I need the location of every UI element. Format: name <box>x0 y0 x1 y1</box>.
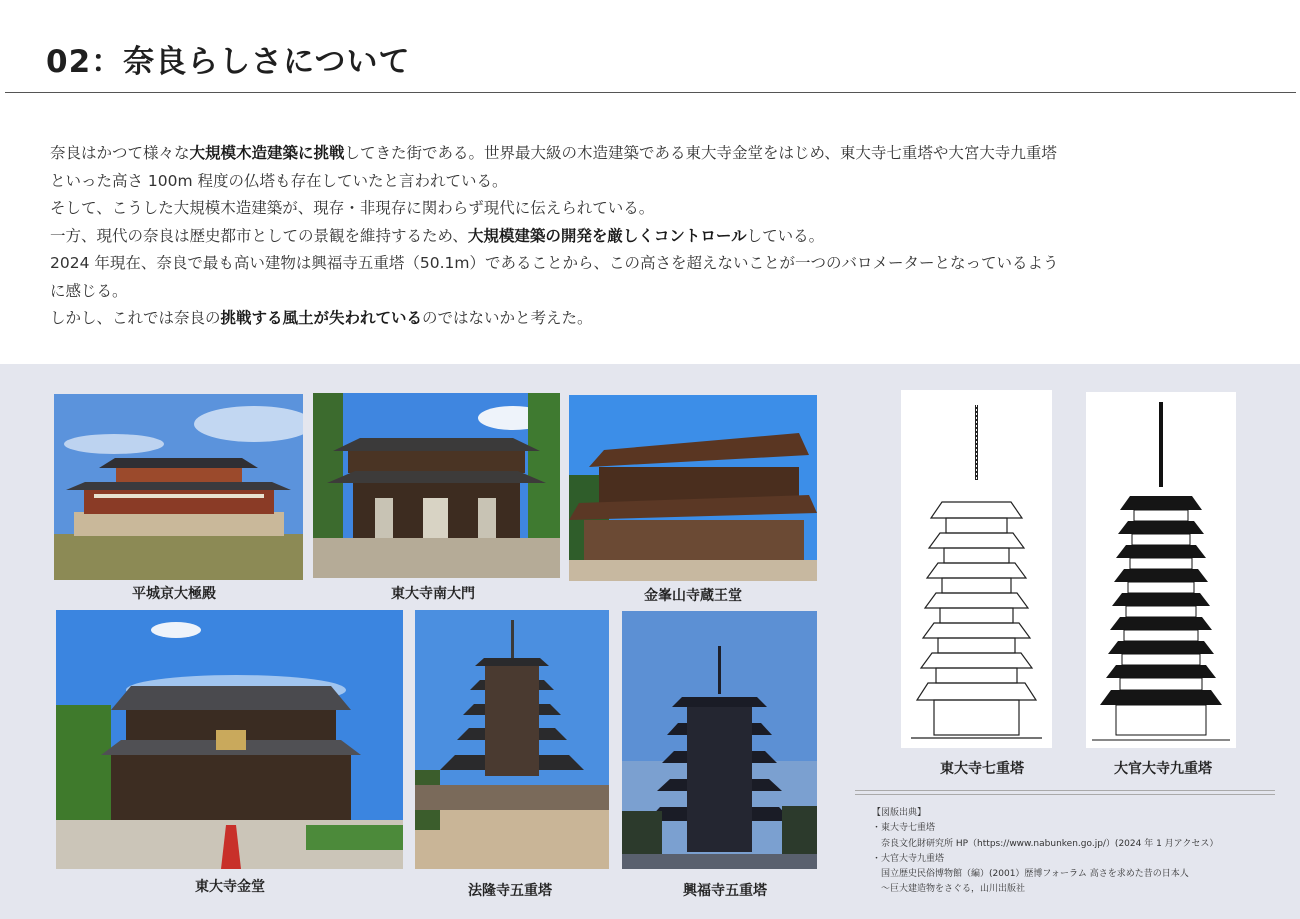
caption-kinpusenji-zaodo: 金峯山寺蔵王堂 <box>644 588 742 604</box>
photo-horyuji-goju-no-to <box>415 610 609 869</box>
body-paragraph <box>50 223 1250 251</box>
photo-todaiji-nandaimon <box>313 393 560 578</box>
body-paragraph <box>50 250 1250 278</box>
caption-horyuji-goju-no-to: 法隆寺五重塔 <box>468 883 552 899</box>
body-paragraph <box>50 195 1250 223</box>
sources-heading: 【図版出典】 <box>872 808 927 818</box>
body-paragraph <box>50 168 1250 196</box>
body-text <box>50 140 1250 333</box>
caption-todaiji-nandaimon: 東大寺南大門 <box>391 586 475 602</box>
body-paragraph <box>50 305 1250 333</box>
body-text-segment: してきた街である。世界最大級の木造建築である東大寺金堂をはじめ、東大寺七重塔や大宮大寺九重塔 <box>344 144 1057 162</box>
body-text-segment: 奈良はかつて様々な <box>50 144 190 162</box>
body-text-segment: 一方、現代の奈良は歴史都市としての景観を維持するため、 <box>50 226 468 245</box>
body-paragraph <box>50 278 1250 306</box>
caption-kofukuji-goju-no-to: 興福寺五重塔 <box>683 883 767 899</box>
body-text-segment: といった高さ 100m 程度の仏塔も存在していたと言われている。 <box>50 171 508 190</box>
body-paragraph <box>50 140 1250 168</box>
photo-kofukuji-goju-no-to <box>622 611 817 869</box>
body-text-segment: しかし、これでは奈良の <box>50 309 221 327</box>
caption-heijokyo-daigokuden: 平城京大極殿 <box>132 586 216 602</box>
image-sources <box>872 806 1272 898</box>
photo-todaiji-kondo <box>56 610 403 869</box>
body-text-segment: のではないかと考えた。 <box>422 309 593 327</box>
body-text-segment: している。 <box>746 226 825 245</box>
caption-todaiji-kondo: 東大寺金堂 <box>195 879 265 895</box>
body-text-segment: 2024 年現在、奈良で最も高い建物は興福寺五重塔（50.1m）であることから、この高さを超えないことが一つのバロメーターとなっているよう <box>50 254 1059 272</box>
source-name: ・大官大寺九重塔 <box>872 853 945 864</box>
source-line: 国立歴史民俗博物館（編）(2001）歴博フォーラム 高さを求めた昔の日本人 <box>881 869 1189 880</box>
page-title: 02：奈良らしさについて <box>46 44 411 80</box>
drawing-todaiji-shichiju-no-to <box>901 390 1052 748</box>
emphasis-text: 挑戦する風土が失われている <box>220 309 423 327</box>
caption-daikandaiji-kuju-no-to: 大官大寺九重塔 <box>1114 761 1212 777</box>
source-line: 〜巨大建造物をさぐる，山川出版社 <box>881 884 1026 895</box>
caption-todaiji-shichiju-no-to: 東大寺七重塔 <box>940 761 1024 777</box>
drawing-daikandaiji-kuju-no-to <box>1086 392 1236 748</box>
emphasis-text: 大規模木造建築に挑戦 <box>189 144 345 162</box>
body-text-segment: に感じる。 <box>50 281 128 300</box>
body-text-segment: そして、こうした大規模木造建築が、現存・非現存に関わらず現代に伝えられている。 <box>50 199 655 217</box>
photo-kinpusenji-zaodo <box>569 395 817 581</box>
photo-heijokyo-daigokuden <box>54 394 303 580</box>
source-name: ・東大寺七重塔 <box>872 823 936 834</box>
title-divider <box>5 92 1296 93</box>
sources-divider <box>855 790 1275 795</box>
source-line: 奈良文化財研究所 HP（https://www.nabunken.go.jp/）(2024 年 1 月アクセス） <box>881 838 1219 849</box>
emphasis-text: 大規模建築の開発を厳しくコントロール <box>467 226 747 245</box>
